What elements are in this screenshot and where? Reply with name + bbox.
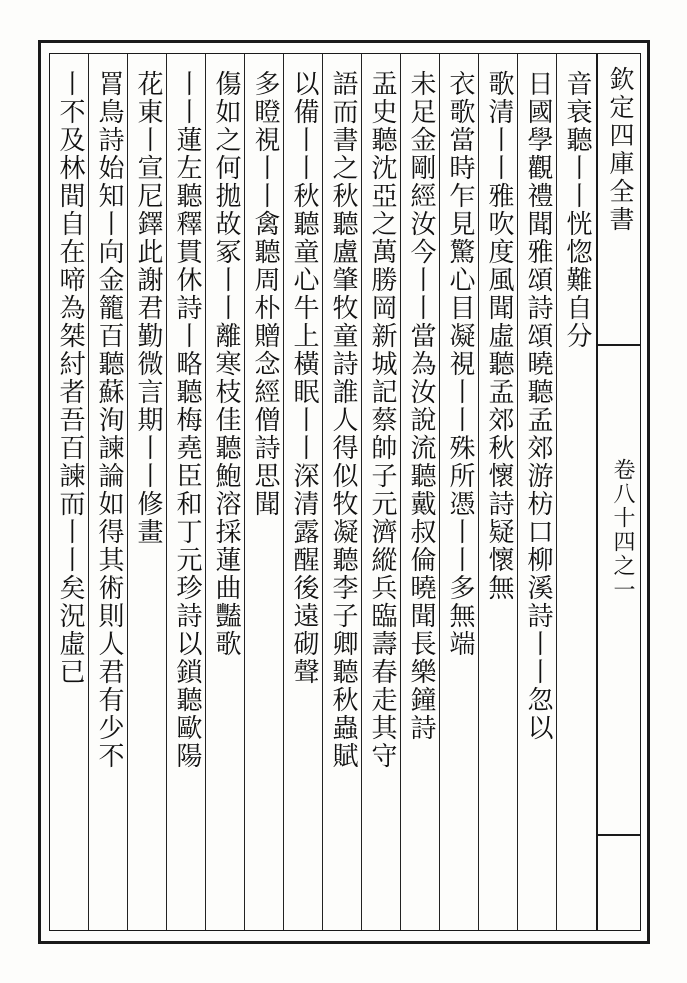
column-rule — [400, 54, 401, 930]
text-column-11: 丨丨蓮左聽釋貫休詩丨略聽梅堯臣和丁元珍詩以鎖聽歐陽 — [172, 70, 202, 770]
column-rule — [244, 54, 245, 930]
column-rule — [283, 54, 284, 930]
text-column-9: 多瞪視丨丨禽聽周朴贈念經僧詩思聞 — [250, 70, 280, 518]
book-title: 欽定四庫全書 — [606, 66, 635, 234]
page-margin — [596, 54, 640, 930]
text-column-4: 衣歌當時乍見驚心目凝視丨丨殊所憑丨丨多無端 — [445, 70, 475, 658]
column-rule — [166, 54, 167, 930]
text-column-8: 以備丨丨秋聽童心牛上橫眠丨丨深清露醒後遠砌聲 — [289, 70, 319, 686]
text-column-13: 罥鳥詩始知丨向金籠百聽蘇洵諫論如得其術則人君有少不 — [94, 70, 124, 770]
column-rule — [361, 54, 362, 930]
text-column-12: 花東丨宣尼鐸此謝君勤微言期丨丨修畫 — [133, 70, 163, 546]
column-rule — [439, 54, 440, 930]
text-column-10: 傷如之何拋故冢丨丨離寒枝佳聽鮑溶採蓮曲豔歌 — [211, 70, 241, 658]
fishtail-bottom — [598, 834, 640, 836]
text-column-7: 語而書之秋聽盧肇牧童詩誰人得似牧凝聽李子卿聽秋蟲賦 — [328, 70, 358, 770]
text-column-6: 盂史聽沈亞之萬勝岡新城記蔡帥子元濟縱兵臨壽春走其守 — [367, 70, 397, 770]
column-rule — [205, 54, 206, 930]
text-column-5: 未足金剛經汝今丨丨當為汝說流聽戴叔倫曉聞長樂鐘詩 — [406, 70, 436, 742]
text-column-14: 丨不及林間自在啼為桀紂者吾百諫而丨丨矣況虛已 — [55, 70, 85, 686]
page-frame — [38, 40, 650, 944]
text-column-2: 日國學觀禮聞雅頌詩頌曉聽孟郊游枋口柳溪詩丨丨忽以 — [523, 70, 553, 742]
column-rule — [322, 54, 323, 930]
column-rule — [88, 54, 89, 930]
volume-label: 卷八十四之一 — [610, 458, 635, 602]
text-column-3: 歌清丨丨雅吹度風聞虛聽孟郊秋懷詩疑懷無 — [484, 70, 514, 602]
column-rule — [517, 54, 518, 930]
column-rule — [127, 54, 128, 930]
fishtail-top — [598, 344, 640, 346]
text-column-1: 音衰聽丨丨恍惚難自分 — [562, 70, 592, 350]
column-rule — [478, 54, 479, 930]
text-block — [49, 53, 641, 931]
column-rule — [556, 54, 557, 930]
